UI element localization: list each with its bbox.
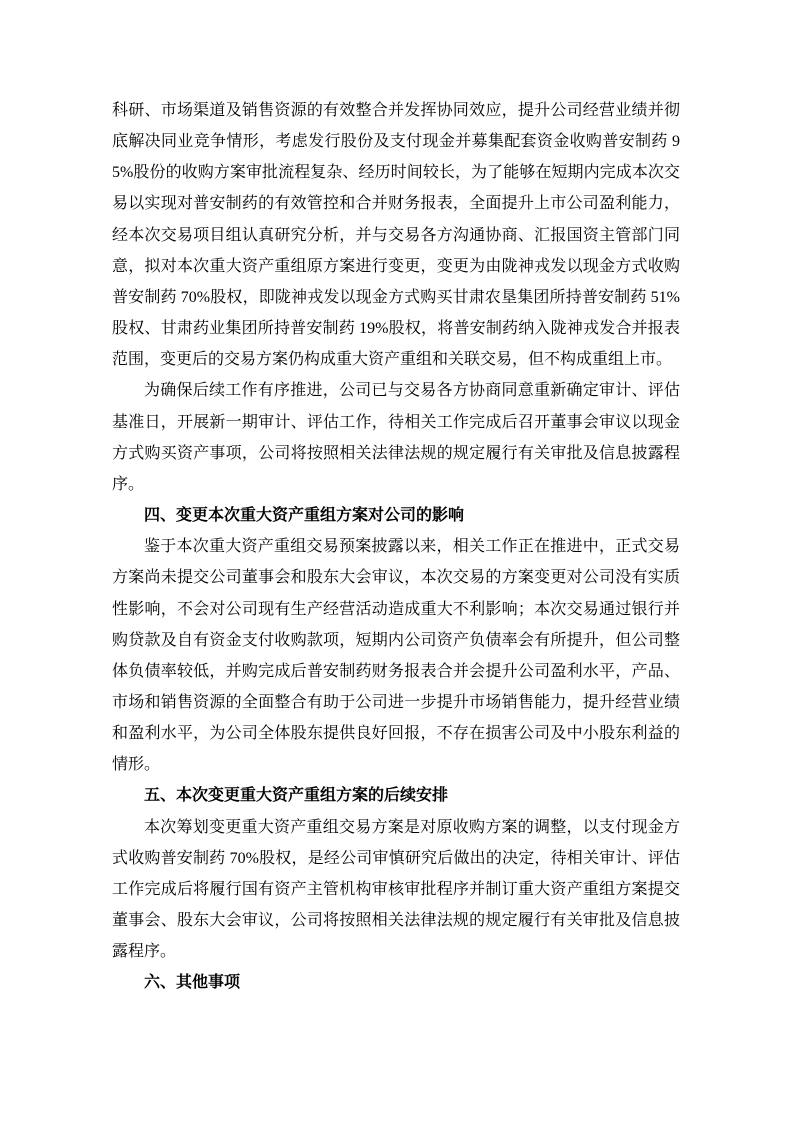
section-heading-impact: 四、变更本次重大资产重组方案对公司的影响 bbox=[144, 507, 465, 525]
paragraph-impact: 鉴于本次重大资产重组交易预案披露以来，相关工作正在推进中，正式交易方案尚未提交公司董事会和股东大会审议，本次交易的方案变更对公司没有实质性影响，不会对公司现有生产经营活动造成重大不利影响；本次交易通过银行并购贷款及自有资金支付收购款项，短期内公司资产负债率会有所提升，但公司整体负债率较低，并购完成后普安制药财务报表合并会提升公司盈利水平，产品、市场和销售资源的全面整合有助于公司进一步提升市场销售能力，提升经营业绩和盈利水平，为公司全体股东提供良好回报，不存在损害公司及中小股东利益的情形。 bbox=[112, 538, 680, 774]
section-heading-other-matters: 六、其他事项 bbox=[144, 974, 241, 992]
paragraph-subsequent-arrangement: 本次筹划变更重大资产重组交易方案是对原收购方案的调整，以支付现金方式收购普安制药 70%股权，是经公司审慎研究后做出的决定，待相关审计、评估工作完成后将履行国有资产主管机构审核审批程序并制订重大资产重组方案提交董事会、股东大会审议，公司将按照相关法律法规的规定履行有关审批及信息披露程序。 bbox=[112, 818, 680, 961]
section-heading-subsequent-arrangement: 五、本次变更重大资产重组方案的后续安排 bbox=[144, 787, 449, 805]
paragraph-follow-up-work: 为确保后续工作有序推进，公司已与交易各方协商同意重新确定审计、评估基准日，开展新一期审计、评估工作，待相关工作完成后召开董事会审议以现金方式购买资产事项，公司将按照相关法律法规的规定履行有关审批及信息披露程序。 bbox=[112, 382, 680, 493]
paragraph-continuation: 科研、市场渠道及销售资源的有效整合并发挥协同效应，提升公司经营业绩并彻底解决同业竞争情形，考虑发行股份及支付现金并募集配套资金收购普安制药 95%股份的收购方案审批流程复杂、经历时间较长，为了能够在短期内完成本次交易以实现对普安制药的有效管控和合并财务报表，全面提升上市公司盈利能力，经本次交易项目组认真研究分析，并与交易各方沟通协商、汇报国资主管部门同意，拟对本次重大资产重组原方案进行变更，变更为由陇神戎发以现金方式收购普安制药 70%股权，即陇神戎发以现金方式购买甘肃农垦集团所持普安制药 51%股权、甘肃药业集团所持普安制药 19%股权，将普安制药纳入陇神戎发合并报表范围，变更后的交易方案仍构成重大资产重组和关联交易，但不构成重组上市。 bbox=[112, 102, 680, 369]
document-content bbox=[112, 95, 680, 999]
